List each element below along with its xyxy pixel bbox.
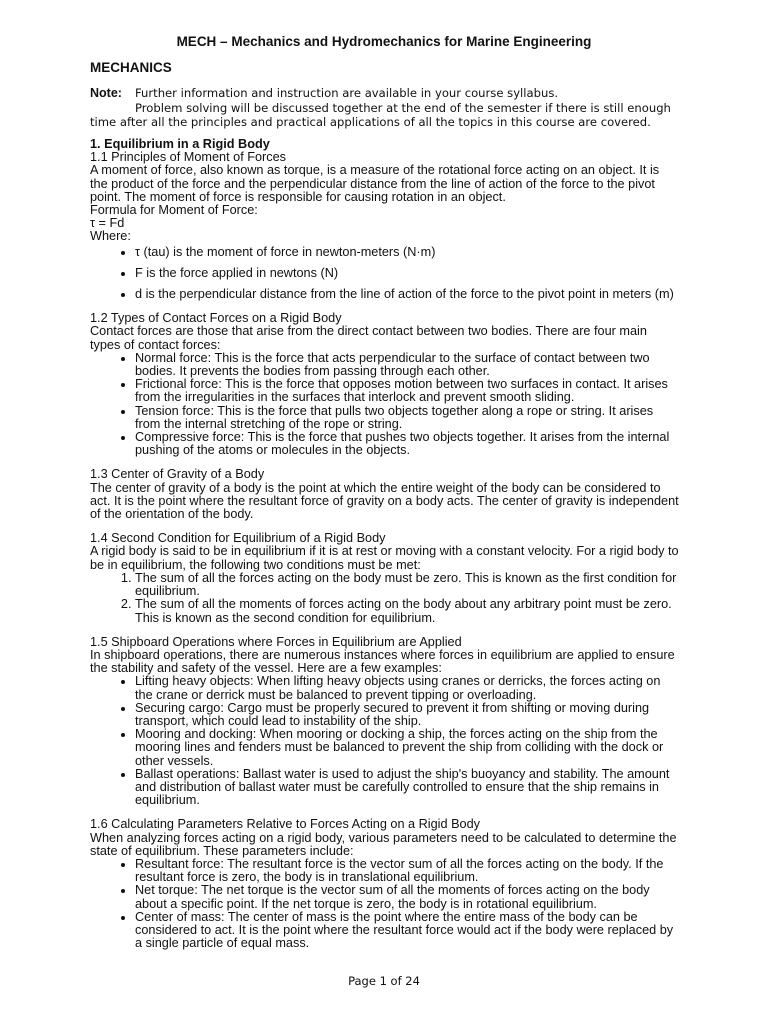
list-item: • Ballast operations: Ballast water is used to adjust the ship's buoyancy and stability. The amount and distribution of ballast water must be carefully controlled to ensure that the ship remains in equilibrium. [135,768,680,808]
bullet-list [90,246,680,302]
paragraph: When analyzing forces acting on a rigid body, various parameters need to be calculated to determine the state of equilibrium. These parameters include: [90,830,677,858]
bullet-list [90,352,680,458]
subsection-heading: 1.1 Principles of Moment of Forces [90,150,287,165]
list-item: • Mooring and docking: When mooring or docking a ship, the forces acting on the ship from the mooring lines and fenders must be balanced to prevent the ship from colliding with the dock or other vessels. [135,728,680,768]
list-item: • Compressive force: This is the force that pushes two objects together. It arises from the internal pushing of the atoms or molecules in the objects. [135,431,680,457]
list-item: • Net torque: The net torque is the vector sum of all the moments of forces acting on the body about a specific point. If the net torque is zero, the body is in rotational equilibrium. [135,884,680,910]
section-heading: MECHANICS [90,60,172,75]
section-1-4 [90,532,680,624]
document-body [90,138,680,950]
section-1-3 [90,468,680,521]
section-1-5 [90,636,680,808]
list-item: 2. The sum of all the moments of forces acting on the body about any arbitrary point must be zero. This is known as the second condition for equilibrium. [135,598,680,624]
list-item: • Frictional force: This is the force that opposes motion between two surfaces in contact. It arises from the irregularities in the surfaces that interlock and prevent smooth sliding. [135,378,680,404]
formula-label: Formula for Moment of Force: [90,203,258,218]
where-label: Where: [90,229,131,244]
list-item: • τ (tau) is the moment of force in newton-meters (N·m) [135,246,680,259]
section-1-2 [90,312,680,457]
chapter-heading: 1. Equilibrium in a Rigid Body [90,137,270,151]
list-item: 1. The sum of all the forces acting on the body must be zero. This is known as the first condition for equilibrium. [135,572,680,598]
list-item: • F is the force applied in newtons (N) [135,267,680,280]
page-number: Page 1 of 24 [348,974,420,988]
note-label: Note: [90,86,122,100]
list-item: • d is the perpendicular distance from the line of action of the force to the pivot point in meters (m) [135,288,680,301]
document-title: MECH – Mechanics and Hydromechanics for Marine Engineering [176,34,592,49]
list-item: • Resultant force: The resultant force is the vector sum of all the forces acting on the body. If the resultant force is zero, the body is in translational equilibrium. [135,858,680,884]
subsection-heading: 1.2 Types of Contact Forces on a Rigid Body [90,311,342,326]
subsection-heading: 1.6 Calculating Parameters Relative to Forces Acting on a Rigid Body [90,817,480,832]
note-block [90,86,690,130]
note-line-3: time after all the principles and practical applications of all the topics in this course are covered. [90,115,651,129]
list-item: • Securing cargo: Cargo must be properly secured to prevent it from shifting or moving during transport, which could lead to instability of the ship. [135,702,680,728]
note-line-2: Problem solving will be discussed together at the end of the semester if there is still enough [135,100,671,115]
subsection-heading: 1.4 Second Condition for Equilibrium of a Rigid Body [90,531,386,546]
formula: τ = Fd [90,216,125,231]
list-item: • Lifting heavy objects: When lifting heavy objects using cranes or derricks, the forces acting on the crane or derrick must be balanced to prevent tipping or overloading. [135,675,680,701]
bullet-list [90,675,680,807]
subsection-heading: 1.3 Center of Gravity of a Body [90,467,265,482]
paragraph: A moment of force, also known as torque, is a measure of the rotational force acting on an object. It is the product of the force and the perpendicular distance from the line of action of the force to the pivot point. The moment of force is responsible for causing rotation in an object. [90,163,660,204]
list-item: • Tension force: This is the force that pulls two objects together along a rope or string. It arises from the internal stretching of the rope or string. [135,405,680,431]
subsection-heading: 1.5 Shipboard Operations where Forces in Equilibrium are Applied [90,634,462,649]
paragraph: The center of gravity of a body is the point at which the entire weight of the body can be considered to act. It is the point where the resultant force of gravity on a body acts. The center of gravity is independent of the orientation of the body. [90,480,679,522]
bullet-list [90,858,680,950]
paragraph: Contact forces are those that arise from the direct contact between two bodies. There are four main types of contact forces: [90,324,647,352]
list-item: • Normal force: This is the force that acts perpendicular to the surface of contact between two bodies. It prevents the bodies from passing through each other. [135,352,680,378]
list-item: • Center of mass: The center of mass is the point where the entire mass of the body can be considered to act. It is the point where the resultant force would act if the body were replaced by a single particle of equal mass. [135,911,680,951]
section-1-6 [90,818,680,950]
numbered-list [90,572,680,625]
paragraph: A rigid body is said to be in equilibrium if it is at rest or moving with a constant velocity. For a rigid body to be in equilibrium, the following two conditions must be met: [90,544,679,572]
paragraph: In shipboard operations, there are numerous instances where forces in equilibrium are applied to ensure the stability and safety of the vessel. Here are a few examples: [90,647,675,676]
section-1-1 [90,138,680,301]
note-line-1: Further information and instruction are available in your course syllabus. [135,86,559,100]
